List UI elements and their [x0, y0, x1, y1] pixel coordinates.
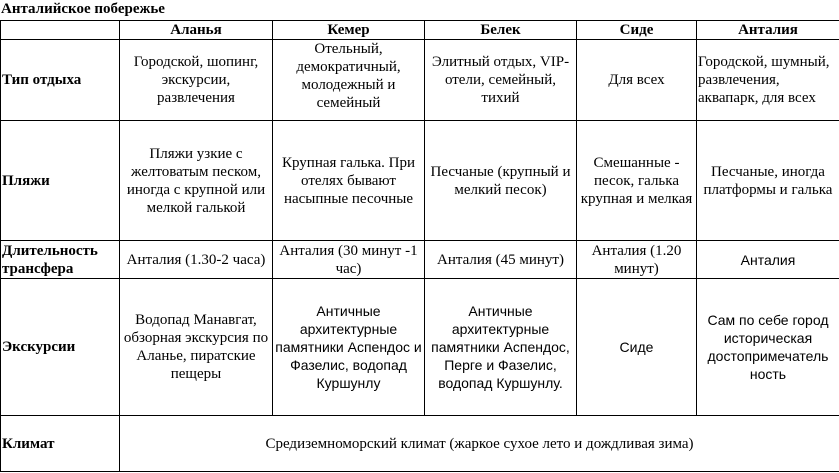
- table-cell: Сиде: [577, 279, 697, 416]
- table-cell: Водопад Манавгат, обзорная экскурсия по Аланье, пиратские пещеры: [120, 279, 273, 416]
- table-row: [1, 40, 839, 121]
- table-cell: Сам по себе город историческая достопримечатель ность: [697, 279, 839, 416]
- table-cell: Анталия (1.30-2 часа): [120, 241, 273, 279]
- table-cell: Смешанные - песок, галька крупная и мелкая: [577, 121, 697, 241]
- table-cell: Анталия (30 минут -1 час): [273, 241, 425, 279]
- header-cell-antalya: Анталия: [697, 21, 839, 40]
- resorts-table: [0, 20, 839, 472]
- table-cell-merged: Средиземноморский климат (жаркое сухое лето и дождливая зима): [120, 416, 839, 472]
- table-cell: Элитный отдых, VIP-отели, семейный, тихий: [425, 40, 577, 121]
- table-row: [1, 416, 839, 472]
- table-cell: Анталия (1.20 минут): [577, 241, 697, 279]
- header-row: [1, 21, 839, 40]
- page-title: Анталийское побережье: [1, 1, 165, 17]
- header-cell-kemer: Кемер: [273, 21, 425, 40]
- header-cell-empty: [1, 21, 120, 40]
- table-cell: Для всех: [577, 40, 697, 121]
- row-label-vacation-type: Тип отдыха: [1, 40, 120, 121]
- row-label-excursions: Экскурсии: [1, 279, 120, 416]
- header-cell-side: Сиде: [577, 21, 697, 40]
- row-label-beaches: Пляжи: [1, 121, 120, 241]
- table-cell: Анталия: [697, 241, 839, 279]
- table-row: [1, 241, 839, 279]
- table-cell: Отельный, демократичный, молодежный и семейный: [273, 40, 425, 121]
- table-row: [1, 279, 839, 416]
- row-label-climate: Климат: [1, 416, 120, 472]
- table-cell: Крупная галька. При отелях бывают насыпные песочные: [273, 121, 425, 241]
- header-cell-alanya: Аланья: [120, 21, 273, 40]
- table-cell: Песчаные (крупный и мелкий песок): [425, 121, 577, 241]
- table-cell: Античные архитектурные памятники Аспендос, Перге и Фазелис, водопад Куршунлу.: [425, 279, 577, 416]
- table-cell: Песчаные, иногда платформы и галька: [697, 121, 839, 241]
- row-label-transfer: Длительность трансфера: [1, 241, 120, 279]
- table-cell: Городской, шопинг, экскурсии, развлечения: [120, 40, 273, 121]
- table-cell: Городской, шумный, развлечения, аквапарк, для всех: [697, 40, 839, 121]
- table-row: [1, 121, 839, 241]
- header-cell-belek: Белек: [425, 21, 577, 40]
- table-cell: Анталия (45 минут): [425, 241, 577, 279]
- table-cell: Античные архитектурные памятники Аспендос и Фазелис, водопад Куршунлу: [273, 279, 425, 416]
- table-cell: Пляжи узкие с желтоватым песком, иногда с крупной или мелкой галькой: [120, 121, 273, 241]
